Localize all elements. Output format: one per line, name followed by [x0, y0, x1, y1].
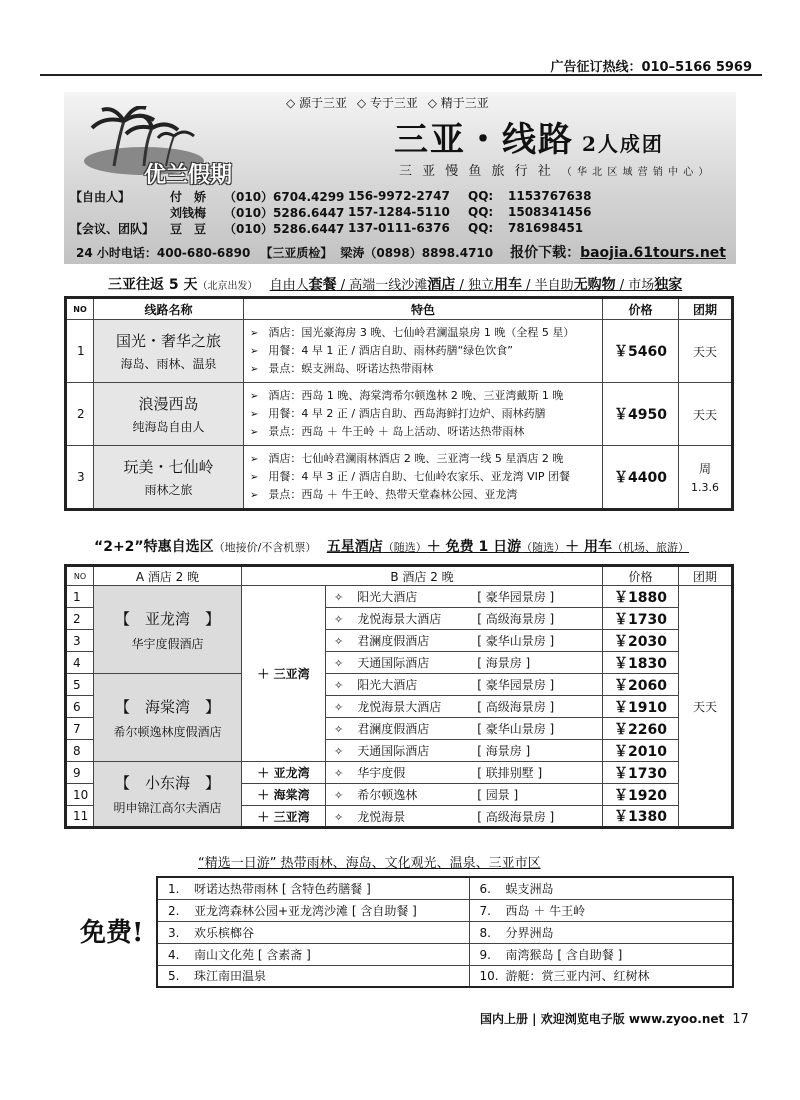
price: ￥1730: [603, 762, 679, 784]
col-features: 特色: [244, 298, 603, 320]
price: ￥4400: [603, 446, 679, 510]
hotel-b: ✧ 阳光大酒店 [ 豪华园景房 ]: [326, 586, 603, 608]
quality-label: 【三亚质检】: [260, 245, 333, 260]
hotline-row: [76, 242, 726, 262]
top-divider: [40, 74, 762, 76]
contact-tel: （010）6704.4299: [224, 189, 345, 204]
plus-area: ＋ 三亚湾: [242, 806, 326, 828]
hotel-b: ✧ 希尔顿逸林 [ 园景 ]: [326, 784, 603, 806]
plus-area: ＋ 三亚湾: [242, 586, 326, 762]
hotel-b: ✧ 龙悦海景大酒店 [ 高级海景房 ]: [326, 608, 603, 630]
table-row: 4. 南山文化苑 [ 含素斋 ] 9. 南湾猴岛 [ 含自助餐 ]: [157, 943, 733, 965]
quality-contact: 梁涛（0898）8898.4710: [340, 245, 494, 260]
price: ￥1910: [603, 696, 679, 718]
title-suffix: 2人成团: [582, 132, 664, 156]
hotel-b: ✧ 君澜度假酒店 [ 豪华山景房 ]: [326, 718, 603, 740]
page-number: 17: [732, 1012, 749, 1027]
col-hotel-a: A 酒店 2 晚: [94, 566, 242, 586]
agency-region: （ 华 北 区 域 营 销 中 心 ）: [561, 167, 710, 178]
table-row: 2. 亚龙湾森林公园+亚龙湾沙滩 [ 含自助餐 ] 7. 西岛 ＋ 牛王岭: [157, 899, 733, 921]
contact-name: 刘钱梅: [170, 205, 207, 220]
section-title-2plus2: “2+2”特惠自选区（地接价/不含机票） 五星酒店（随选）＋ 免费 1 日游（随选）＋ 用车（机场、旅游）: [94, 539, 690, 555]
table-row: 3. 欢乐槟榔谷 8. 分界洲岛: [157, 921, 733, 943]
daytrip-table: [156, 876, 734, 988]
plus-area: ＋ 海棠湾: [242, 784, 326, 806]
price: ￥1880: [603, 586, 679, 608]
contact-tel: （010）5286.6447: [224, 205, 345, 220]
schedule: 周 1.3.6: [679, 446, 733, 510]
slogan: ◇ 源于三亚: [286, 96, 348, 110]
price: ￥5460: [603, 320, 679, 383]
section-title-daytrip: “精选一日游” 热带雨林、海岛、文化观光、温泉、三亚市区: [198, 856, 541, 871]
schedule: 天天: [679, 586, 733, 828]
contact-qq: 1153767638: [508, 189, 592, 203]
hotel-b: ✧ 阳光大酒店 [ 豪华园景房 ]: [326, 674, 603, 696]
contact-qq: 781698451: [508, 221, 584, 235]
hotel-b: ✧ 龙悦海景大酒店 [ 高级海景房 ]: [326, 696, 603, 718]
row-no: 1: [66, 320, 94, 383]
contact-name: 豆 豆: [170, 221, 207, 236]
table-row: [66, 446, 733, 510]
table-row: 6 ✧ 龙悦海景大酒店 [ 高级海景房 ] ￥1910: [66, 696, 733, 718]
hotel-b: ✧ 龙悦海景 [ 高级海景房 ]: [326, 806, 603, 828]
hotel-a-yalong: 【 亚龙湾 】 华宇度假酒店: [94, 586, 242, 674]
row-no: 2: [66, 383, 94, 446]
hotel-b: ✧ 华宇度假 [ 联排别墅 ]: [326, 762, 603, 784]
price: ￥4950: [603, 383, 679, 446]
contact-mobile: 137-0111-6376: [348, 221, 450, 235]
contact-label: 【自由人】: [70, 189, 131, 204]
logo-text: 优兰假期: [144, 162, 233, 188]
contact-mobile: 157-1284-5110: [348, 205, 450, 219]
contact-mobile: 156-9972-2747: [348, 189, 450, 203]
table-row: 5 【 海棠湾 】 希尔顿逸林度假酒店 ✧ 阳光大酒店 [ 豪华园景房 ] ￥2060: [66, 674, 733, 696]
slogans: [286, 94, 495, 111]
price: ￥1830: [603, 652, 679, 674]
table-row: 11 ＋ 三亚湾 ✧ 龙悦海景 [ 高级海景房 ] ￥1380: [66, 806, 733, 828]
route-name: 浪漫西岛 纯海岛自由人: [94, 383, 244, 446]
route-table: [64, 296, 734, 511]
route-features: ➢ 酒店：西岛 1 晚、海棠湾希尔顿逸林 2 晚、三亚湾戴斯 1 晚 ➢ 用餐：4 早 2 正 / 酒店自助、西岛海鲜打边炉、雨林药膳 ➢ 景点：西岛 ＋ 牛王岭 ＋ 岛上活动、呀诺达热带雨林: [244, 383, 603, 446]
hotel-b: ✧ 天通国际酒店 [ 海景房 ]: [326, 740, 603, 762]
col-no: NO: [66, 566, 94, 586]
hotel-b: ✧ 君澜度假酒店 [ 豪华山景房 ]: [326, 630, 603, 652]
price: ￥1920: [603, 784, 679, 806]
table-row: 1 【 亚龙湾 】 华宇度假酒店 ＋ 三亚湾 ✧ 阳光大酒店 [ 豪华园景房 ] ￥1880 天天: [66, 586, 733, 608]
section-title-5day: 三亚往返 5 天（北京出发） 自由人套餐 / 高端一线沙滩酒店 / 独立用车 / 半自助无购物 / 市场独家: [108, 277, 683, 293]
table-row: [66, 320, 733, 383]
contact-row: [70, 220, 730, 236]
hotel-combo-table: [64, 564, 734, 829]
route-name: 玩美・七仙岭 雨林之旅: [94, 446, 244, 510]
table-header: [66, 298, 733, 320]
table-row: 5. 珠江南田温泉 10. 游艇：赏三亚内河、红树林: [157, 965, 733, 987]
footer: 国内上册 | 欢迎浏览电子版 www.zyoo.net 17: [480, 1012, 749, 1027]
table-row: 2 ✧ 龙悦海景大酒店 [ 高级海景房 ] ￥1730: [66, 608, 733, 630]
hotel-b: ✧ 天通国际酒店 [ 海景房 ]: [326, 652, 603, 674]
contact-name: 付 娇: [170, 189, 207, 204]
col-schedule: 团期: [679, 566, 733, 586]
col-no: NO: [66, 298, 94, 320]
contact-tel: （010）5286.6447: [224, 221, 345, 236]
qq-label: QQ:: [468, 221, 494, 235]
price: ￥1730: [603, 608, 679, 630]
route-name: 国光・奢华之旅 海岛、雨林、温泉: [94, 320, 244, 383]
table-row: 3 ✧ 君澜度假酒店 [ 豪华山景房 ] ￥2030: [66, 630, 733, 652]
hotel-a-xiaodonghai: 【 小东海 】 明申锦江高尔夫酒店: [94, 762, 242, 828]
ad-hotline: 广告征订热线：010–5166 5969: [550, 60, 752, 75]
contact-qq: 1508341456: [508, 205, 592, 219]
contacts: [70, 188, 730, 236]
free-label: 免费!: [80, 918, 144, 948]
route-features: ➢ 酒店：七仙岭君澜雨林酒店 2 晚、三亚湾一线 5 星酒店 2 晚 ➢ 用餐：4 早 3 正 / 酒店自助、七仙岭农家乐、亚龙湾 VIP 团餐 ➢ 景点：西岛 ＋ 牛王岭、热带天堂森林公园、亚龙湾: [244, 446, 603, 510]
download-link[interactable]: 报价下载：baojia.61tours.net: [510, 245, 726, 261]
price: ￥2060: [603, 674, 679, 696]
table-row: 8 ✧ 天通国际酒店 [ 海景房 ] ￥2010: [66, 740, 733, 762]
col-name: 线路名称: [94, 298, 244, 320]
schedule: 天天: [679, 383, 733, 446]
price: ￥1380: [603, 806, 679, 828]
logo: [74, 106, 254, 186]
table-row: 7 ✧ 君澜度假酒店 [ 豪华山景房 ] ￥2260: [66, 718, 733, 740]
price: ￥2260: [603, 718, 679, 740]
table-row: 10 ＋ 海棠湾 ✧ 希尔顿逸林 [ 园景 ] ￥1920: [66, 784, 733, 806]
contact-row: [70, 204, 730, 220]
agency-name: 三 亚 慢 鱼 旅 行 社 （ 华 北 区 域 营 销 中 心 ）: [399, 164, 710, 179]
row-no: 3: [66, 446, 94, 510]
hotel-a-haitang: 【 海棠湾 】 希尔顿逸林度假酒店: [94, 674, 242, 762]
schedule: 天天: [679, 320, 733, 383]
contact-label: 【会议、团队】: [70, 221, 155, 236]
col-price: 价格: [603, 298, 679, 320]
table-row: 4 ✧ 天通国际酒店 [ 海景房 ] ￥1830: [66, 652, 733, 674]
table-row: [66, 383, 733, 446]
col-schedule: 团期: [679, 298, 733, 320]
header-banner: [64, 92, 736, 264]
contact-row: [70, 188, 730, 204]
price: ￥2030: [603, 630, 679, 652]
page-title: 三亚・线路 2人成团: [394, 120, 664, 160]
col-price: 价格: [603, 566, 679, 586]
table-row: 1. 呀诺达热带雨林 [ 含特色药膳餐 ] 6. 蜈支洲岛: [157, 877, 733, 899]
hotline-24h: 24 小时电话：400-680-6890: [76, 245, 251, 260]
slogan: ◇ 专于三亚: [356, 96, 418, 110]
table-header: [66, 566, 733, 586]
slogan: ◇ 精于三亚: [427, 96, 489, 110]
price: ￥2010: [603, 740, 679, 762]
qq-label: QQ:: [468, 189, 494, 203]
col-hotel-b: B 酒店 2 晚: [242, 566, 603, 586]
plus-area: ＋ 亚龙湾: [242, 762, 326, 784]
qq-label: QQ:: [468, 205, 494, 219]
route-features: ➢ 酒店：国光豪海房 3 晚、七仙岭君澜温泉房 1 晚（全程 5 星） ➢ 用餐：4 早 1 正 / 酒店自助、雨林药膳“绿色饮食” ➢ 景点：蜈支洲岛、呀诺达热带雨林: [244, 320, 603, 383]
table-row: 9 【 小东海 】 明申锦江高尔夫酒店 ＋ 亚龙湾 ✧ 华宇度假 [ 联排别墅 ] ￥1730: [66, 762, 733, 784]
